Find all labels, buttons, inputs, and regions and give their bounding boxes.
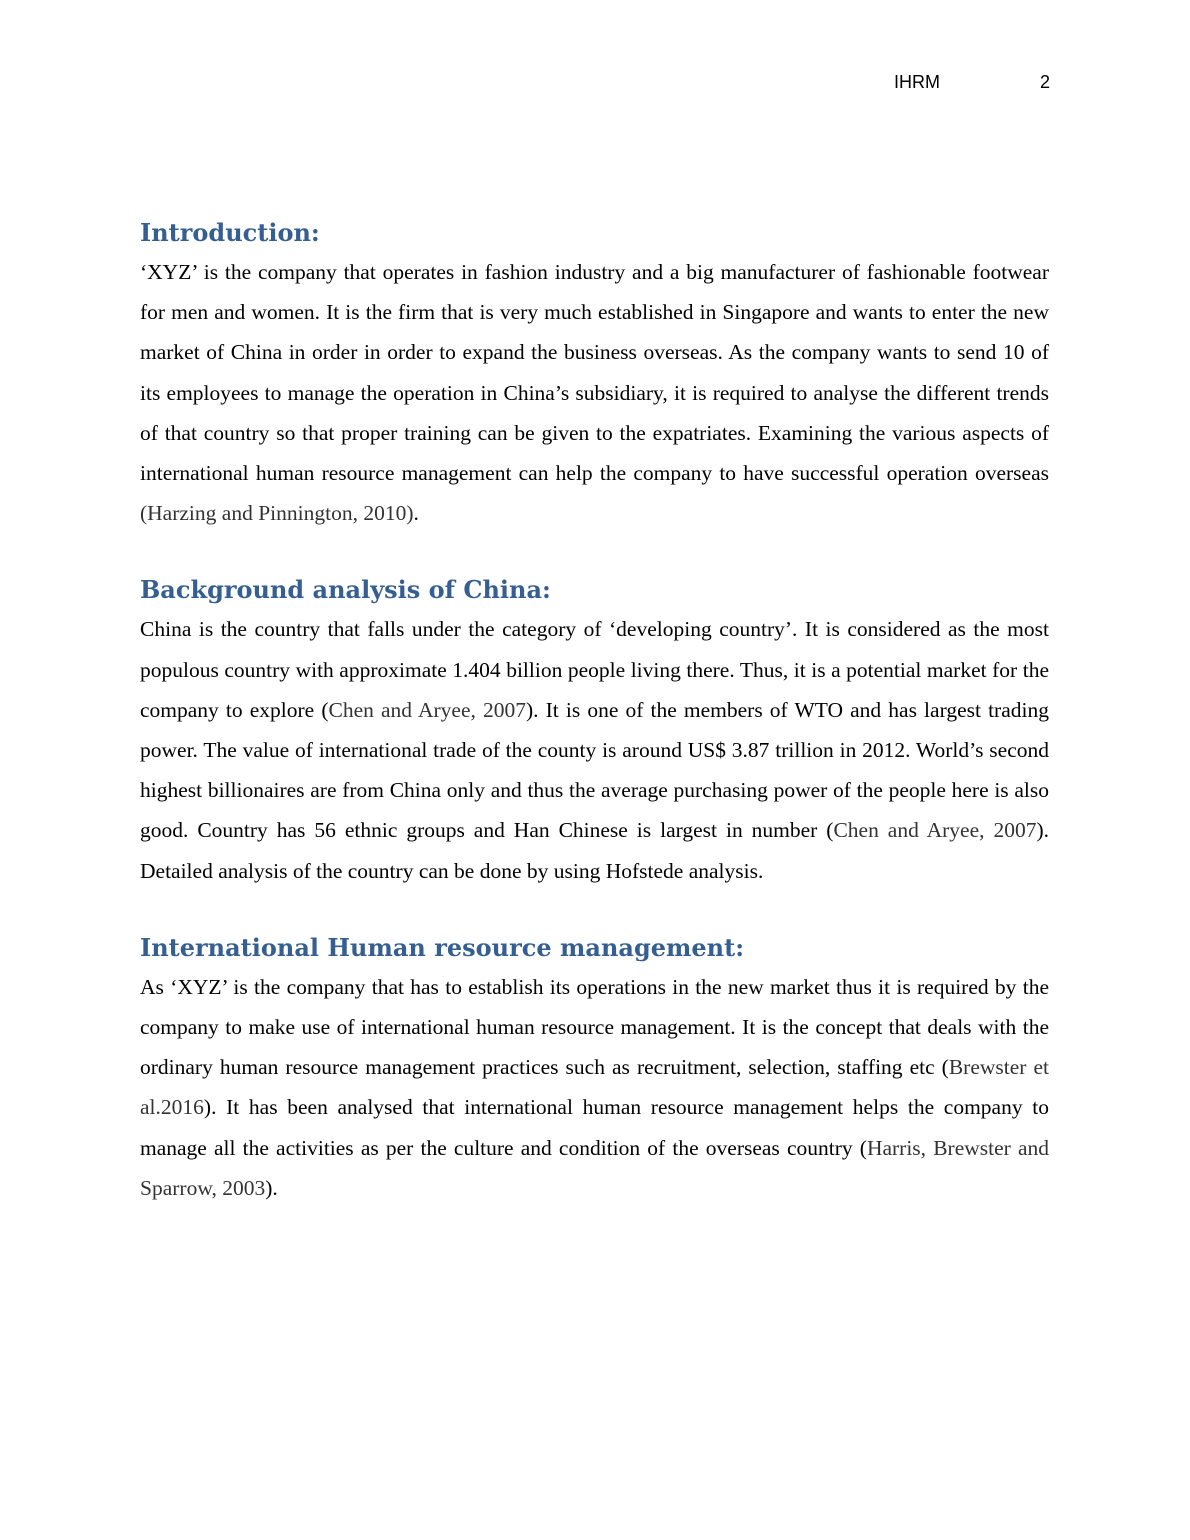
citation: Chen and Aryee, 2007 [328, 697, 526, 722]
paragraph-text: ). It is one of the members of WTO and has largest trading power. The value of international trade of the county is around US$ 3.87 trillion in 2012. World’s second highest billionaires are from China only and thus the average purchasing power of the people here is also good. Country has 56 ethnic groups and Han Chinese is largest in number ( [140, 697, 1049, 843]
citation: Harris, Brewster and Sparrow, 2003 [140, 1135, 1049, 1200]
section-heading: International Human resource management: [140, 932, 745, 962]
document-body [140, 214, 1049, 1246]
citation: (Harzing and Pinnington, 2010) [140, 501, 414, 526]
running-head: IHRM [894, 72, 940, 92]
citation: Chen and Aryee, 2007 [833, 818, 1037, 843]
section-background-analysis [140, 571, 1049, 890]
paragraph [140, 252, 1049, 533]
page-number: 2 [1039, 72, 1050, 92]
paragraph-text: China is the country that falls under the category of ‘developing country’. It is considered as the most populous country with approximate 1.404 billion people living there. Thus, it is a potential market for the company to explore ( [140, 617, 1049, 722]
paragraph [140, 609, 1049, 890]
paragraph [140, 967, 1049, 1208]
section-introduction [140, 214, 1049, 533]
paragraph-text: As ‘XYZ’ is the company that has to establish its operations in the new market thus it is required by the company to make use of international human resource management. It is the concept that deals with the ordinary human resource management practices such as recruitment, selection, staffing etc ( [140, 974, 1049, 1080]
section-ihrm [140, 929, 1049, 1208]
section-heading: Introduction: [140, 218, 320, 247]
paragraph-text: . [413, 501, 419, 526]
page-header [140, 72, 1050, 96]
paragraph-text: ‘XYZ’ is the company that operates in fashion industry and a big manufacturer of fashionable footwear for men and women. It is the firm that is very much established in Singapore and wants to enter the new market of China in order in order to expand the business overseas. As the company wants to send 10 of its employees to manage the operation in China’s subsidiary, it is required to analyse the different trends of that country so that proper training can be given to the expatriates. Examining the various aspects of international human resource management can help the company to have successful operation overseas [140, 260, 1049, 486]
paragraph-text: ). It has been analysed that international human resource management helps the company to manage all the activities as per the culture and condition of the overseas country ( [140, 1095, 1049, 1160]
section-heading: Background analysis of China: [140, 575, 551, 605]
paragraph-text: ). [265, 1175, 278, 1200]
paragraph-text: ). Detailed analysis of the country can be done by using Hofstede analysis. [140, 818, 1050, 883]
citation: Brewster et al.2016 [140, 1055, 1049, 1120]
